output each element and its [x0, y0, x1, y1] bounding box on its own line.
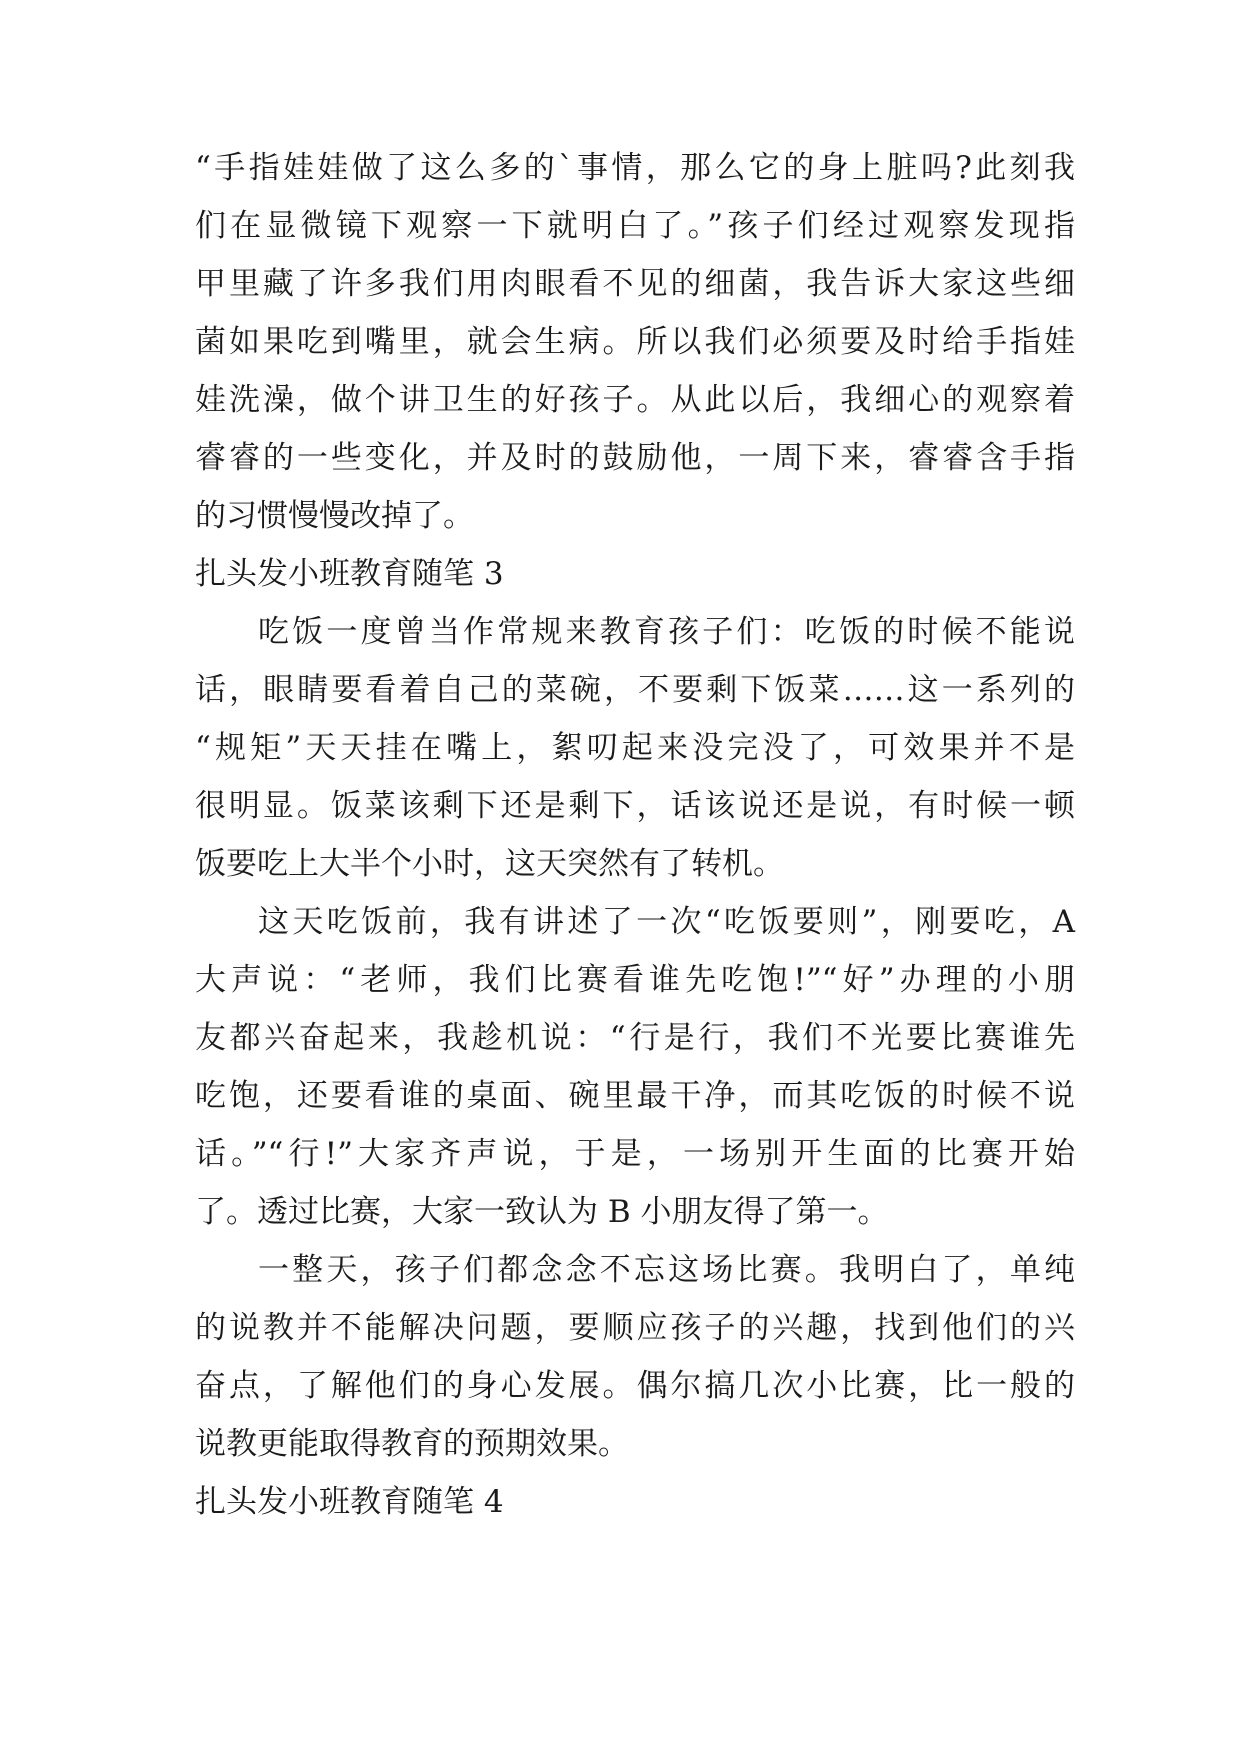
paragraph-line: 吃饭一度曾当作常规来教育孩子们：吃饭的时候不能说	[258, 614, 1075, 650]
paragraph-line: 娃洗澡，做个讲卫生的好孩子。从此以后，我细心的观察着	[195, 382, 1075, 418]
paragraph-line: 话，眼睛要看着自己的菜碗，不要剩下饭菜……这一系列的	[195, 672, 1075, 708]
paragraph-line: 的习惯慢慢改掉了。	[195, 498, 474, 534]
paragraph-line: 很明显。饭菜该剩下还是剩下，话该说还是说，有时候一顿	[195, 788, 1075, 824]
paragraph-line: 这天吃饭前，我有讲述了一次“吃饭要则”，刚要吃，A	[258, 904, 1075, 940]
paragraph-line: 了。透过比赛，大家一致认为 B 小朋友得了第一。	[195, 1194, 889, 1230]
paragraph-line: 说教更能取得教育的预期效果。	[195, 1426, 629, 1462]
paragraph-line: 饭要吃上大半个小时，这天突然有了转机。	[195, 846, 784, 882]
paragraph-line: 们在显微镜下观察一下就明白了。”孩子们经过观察发现指	[195, 208, 1075, 244]
paragraph-line: 吃饱，还要看谁的桌面、碗里最干净，而其吃饭的时候不说	[195, 1078, 1075, 1114]
paragraph-line: 友都兴奋起来，我趁机说：“行是行，我们不光要比赛谁先	[195, 1020, 1075, 1056]
paragraph-line: 的说教并不能解决问题，要顺应孩子的兴趣，找到他们的兴	[195, 1310, 1075, 1346]
paragraph-line: 一整天，孩子们都念念不忘这场比赛。我明白了，单纯	[258, 1252, 1075, 1288]
paragraph-line: 大声说：“老师，我们比赛看谁先吃饱!”“好”办理的小朋	[195, 962, 1075, 998]
paragraph-line: 甲里藏了许多我们用肉眼看不见的细菌，我告诉大家这些细	[195, 266, 1075, 302]
paragraph-line: “手指娃娃做了这么多的`事情，那么它的身上脏吗?此刻我	[195, 150, 1075, 186]
section-heading: 扎头发小班教育随笔 4	[195, 1484, 504, 1520]
paragraph-line: 睿睿的一些变化，并及时的鼓励他，一周下来，睿睿含手指	[195, 440, 1075, 476]
paragraph-line: 话。”“行!”大家齐声说，于是，一场别开生面的比赛开始	[195, 1136, 1075, 1172]
paragraph-line: 菌如果吃到嘴里，就会生病。所以我们必须要及时给手指娃	[195, 324, 1075, 360]
paragraph-line: 奋点，了解他们的身心发展。偶尔搞几次小比赛，比一般的	[195, 1368, 1075, 1404]
paragraph-line: “规矩”天天挂在嘴上，絮叨起来没完没了，可效果并不是	[195, 730, 1075, 766]
section-heading: 扎头发小班教育随笔 3	[195, 556, 504, 592]
